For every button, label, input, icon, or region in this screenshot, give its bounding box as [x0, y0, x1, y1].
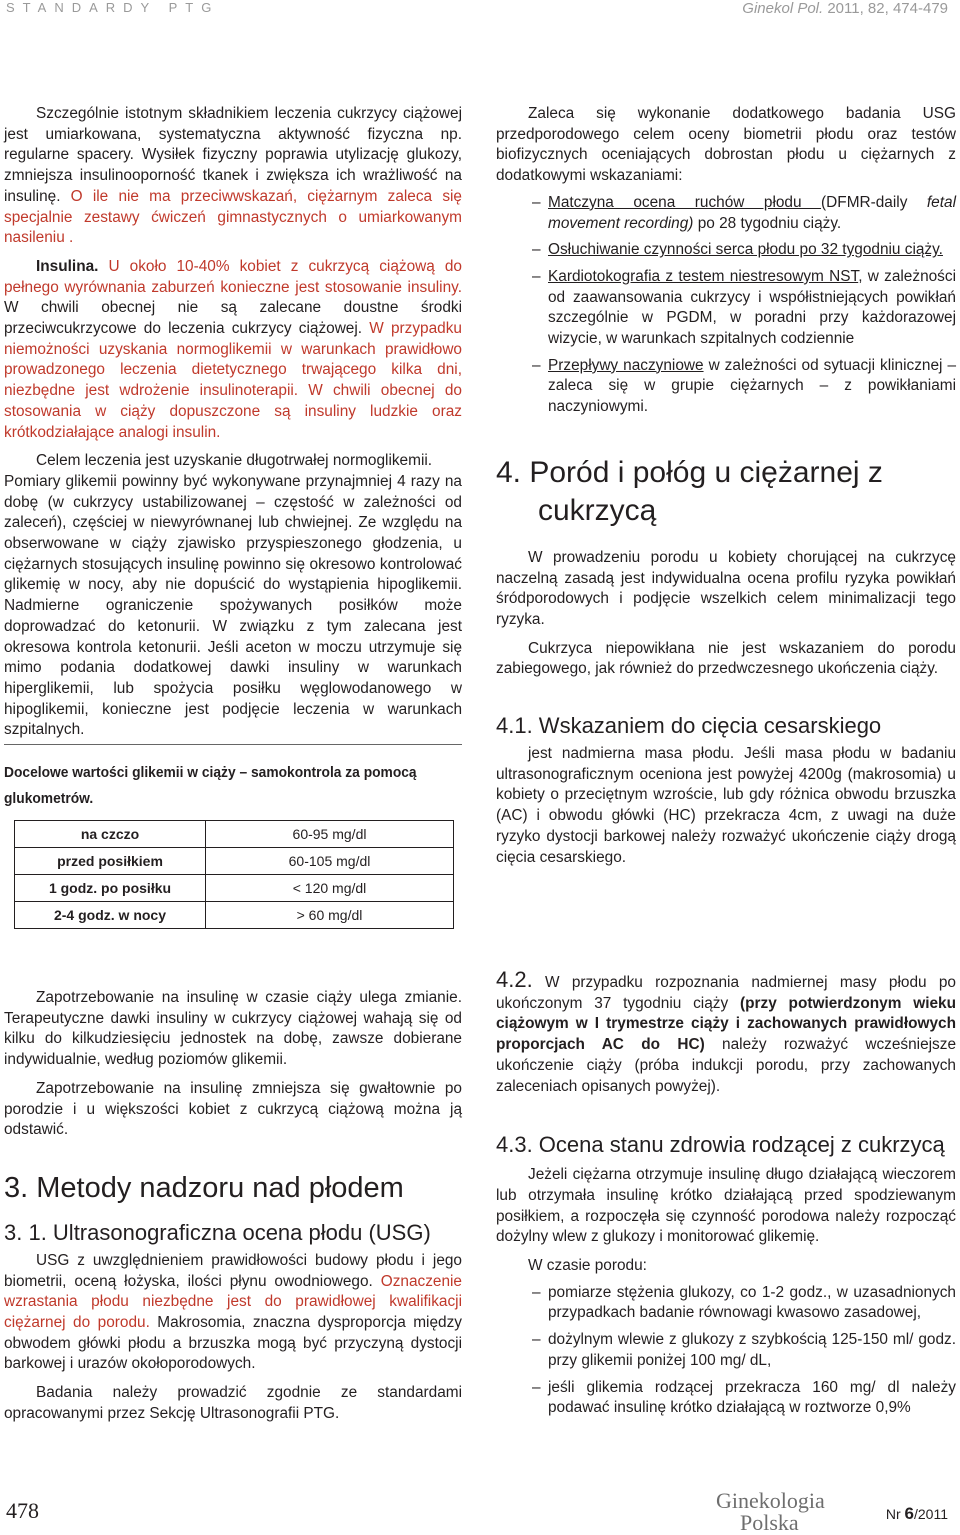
indications-list — [496, 193, 956, 418]
paragraph-glycemia-measurement: Pomiary glikemii powinny być wykonywane przynajmniej 4 razy na dobę (w cukrzycy ustabilizowanej – częstość w zależności od zaleceń), częściej w niewyrównanej lub chwiejnej. Ze względu na obserwowane w ciąży zjawisko przyspieszonego głodzenia, u ciężarnych stosujących insulinę powinno się okresowo kontrolować glikemię w nocy, aby nie dopuścić do wystąpienia hipoglikemii. Nadmierne ograniczenie spożywanych posiłków może doprowadzać do ketonurii. W związku z tym zalecana jest okresowa kontrola ketonurii. Jeśli aceton w moczu utrzymuje się mimo podania dodatkowej dawki insuliny w warunkach hiperglikemii, lub spożycia posiłku węglowodanowego w hipoglikemii, konieczne jest podjęcie leczenia w warunkach szpitalnych. — [4, 472, 462, 739]
labor-procedures-list — [496, 1283, 956, 1419]
journal-name: Ginekol Pol. — [742, 0, 824, 17]
paragraph-additional-usg: Zaleca się wykonanie dodatkowego badania USG przedporodowego celem oceny biometrii płodu oraz testów biofizycznych oceniających dobrostan płodu u ciężarnych z dodatkowymi wskazaniami: — [496, 105, 956, 185]
page-number: 478 — [6, 1498, 39, 1523]
paragraph-treatment-goal: Celem leczenia jest uzyskanie długotrwałej normoglikemii. — [36, 452, 433, 470]
table-cell-value: 60-95 mg/dl — [206, 821, 454, 848]
journal-logo — [716, 1490, 825, 1534]
table-cell-label: 2-4 godz. w nocy — [15, 902, 206, 929]
glycemia-target-table — [14, 820, 454, 929]
section-3-heading: 3. Metody nadzoru nad płodem — [4, 1171, 404, 1204]
table-cell-label: przed posiłkiem — [15, 848, 206, 875]
table-cell-value: > 60 mg/dl — [206, 902, 454, 929]
table-cell-label: na czczo — [15, 821, 206, 848]
table-row — [15, 875, 454, 902]
left-column-top — [4, 104, 462, 741]
paragraph-usg: USG z uwzględnieniem prawidłowości budowy płodu i jego biometrii, oceną łożyska, ilości płynu owodniowego. Oznaczenie wzrastania płodu niezbędne jest do prawidłowej kwalifikacji ciężarnej do porodu. Makrosomia, znaczna dysproporcja między obwodem główki płodu a brzuszka mogą być przyczyną dystocji barkowej i urazów okołoporodowych. — [4, 1251, 462, 1373]
table-row — [15, 848, 454, 875]
list-item: – Matczyna ocena ruchów płodu (DFMR-daily fetal movement recording) po 28 tygodniu ciąży. — [496, 193, 956, 234]
list-item: – Przepływy naczyniowe w zależności od sytuacji klinicznej – zaleca się w grupie ciężarnych – z powikłaniami naczyniowymi. — [496, 356, 956, 418]
insulin-heading: Insulina. — [36, 257, 99, 275]
paragraph-physical-activity: Szczególnie istotnym składnikiem leczenia cukrzycy ciążowej jest umiarkowana, systematyczna aktywność fizyczna np. regularne spacery. Wysiłek fizyczny poprawia utylizację glukozy, zmniejsza insulinooporność tkanek i zwiększa ich wrażliwość na insulinę. O ile nie ma przeciwwskazań, ciężarnym zaleca się specjalnie zestawy ćwiczeń gimnastycznych o umiarkowanym nasileniu . — [4, 105, 462, 247]
table-cell-value: 60-105 mg/dl — [206, 848, 454, 875]
section-4-heading: 4. Poród i połóg u ciężarnej z cukrzycą — [496, 455, 883, 527]
logo-line-2: Polska — [740, 1510, 799, 1535]
right-column-top — [496, 104, 956, 868]
running-header-section: STANDARDY PTG — [6, 0, 220, 15]
paragraph-insulin-demand: Zapotrzebowanie na insulinę w czasie ciąży ulega zmianie. Terapeutyczne dawki insuliny w cukrzycy ciążowej wahają się od kilku do kilkudziesięciu jednostek na dobę, zawsze dobierane indywidualnie, według poziomów glikemii. — [4, 989, 462, 1069]
paragraph-uncomplicated-diabetes: Cukrzyca niepowikłana nie jest wskazaniem do porodu zabiegowego, jak również do przedwczesnego ukończenia ciąży. — [496, 639, 956, 678]
running-header-citation — [742, 0, 948, 17]
table-cell-value: < 120 mg/dl — [206, 875, 454, 902]
glycemia-table-title: Docelowe wartości glikemii w ciąży – samokontrola za pomocą glukometrów. — [4, 764, 417, 807]
left-column-bottom — [4, 988, 462, 1425]
citation-details: 2011, 82, 474-479 — [823, 0, 948, 17]
section-4-1-heading: 4.1. Wskazaniem do cięcia cesarskiego — [496, 713, 882, 739]
list-item: – pomiarze stężenia glukozy, co 1-2 godz., w uzasadnionych przypadkach badanie równowagi kwasowo zasadowej, — [496, 1283, 956, 1324]
list-item: – Osłuchiwanie czynności serca płodu po 32 tygodniu ciąży. — [496, 240, 956, 261]
list-item: – dożylnym wlewie z glukozy z szybkością 125-150 ml/ godz. przy glikemii poniżej 100 mg/ dL, — [496, 1330, 956, 1371]
table-cell-label: 1 godz. po posiłku — [15, 875, 206, 902]
list-item: – jeśli glikemia rodzącej przekracza 160 mg/ dl należy podawać insulinę krótko działającą w roztworze 0,9% — [496, 1378, 956, 1419]
section-4-3-heading: 4.3. Ocena stanu zdrowia rodzącej z cukrzycą — [496, 1132, 945, 1158]
section-4-2-number: 4.2. — [496, 967, 533, 992]
section-3-1-heading: 3. 1. Ultrasonograficzna ocena płodu (USG) — [4, 1219, 431, 1245]
paragraph-insulin-in-labor: Jeżeli ciężarna otrzymuje insulinę długo działającą wieczorem lub otrzymała insulinę krótko działającą przed spodziewanym posiłkiem, a rozpoczęła się czynność porodowa należy rozpocząć dożylny wlew z glukozy i monitorować glikemię. — [496, 1166, 956, 1246]
table-row — [15, 821, 454, 848]
paragraph-cesarean-indication: jest nadmierna masa płodu. Jeśli masa płodu w badaniu ultrasonograficznym oceniona jest powyżej 4200g (makrosomia) u kobiety o przeciętnym wzroście, lub gdy różnica obwodu brzuszka (AC) i obwodu główki (HC) przekracza 4cm, z uwagi na duże ryzyko dystocji barkowej należy rozważyć ukończenie ciąży drogą cięcia cesarskiego. — [496, 745, 956, 866]
paragraph-4-2: 4.2. W przypadku rozpoznania nadmiernej masy płodu po ukończonym 37 tygodniu ciąży (przy potwierdzonym wieku ciążowym w I trymestrze ciąży i zachowanych prawidłowych proporcjach AC do HC) należy rozważyć wcześniejsze ukończenie ciąży (próba indukcji porodu, przy zachowanych zaleceniach opisanych powyżej). — [496, 967, 956, 1095]
right-column-bottom — [496, 967, 956, 1425]
list-item: – Kardiotokografia z testem niestresowym NST, w zależności od zaawansowania cukrzycy i współistniejących powikłań szczególnie w PGDM, w poradni przy każdorazowej wizycie, w warunkach szpitalnych codziennie — [496, 267, 956, 350]
box-top-rule — [4, 744, 462, 745]
paragraph-insulin-postpartum: Zapotrzebowanie na insulinę zmniejsza się gwałtownie po porodzie i u większości kobiet z cukrzycą ciążową można ją odstawić. — [4, 1079, 462, 1139]
paragraph-during-labor: W czasie porodu: — [528, 1257, 647, 1275]
paragraph-usg-standards: Badania należy prowadzić zgodnie ze standardami opracowanymi przez Sekcję Ultrasonografii PTG. — [4, 1384, 462, 1422]
issue-number: Nr 6/2011 — [885, 1504, 948, 1523]
paragraph-delivery-principle: W prowadzeniu porodu u kobiety chorującej na cukrzycę naczelną zasadą jest indywidualna ocena profilu ryzyka powikłań śródporodowych i podjęcie wszelkich celem minimalizacji tego ryzyka. — [496, 548, 956, 628]
table-row — [15, 902, 454, 929]
paragraph-insulin: Insulina. U około 10-40% kobiet z cukrzycą ciążową do pełnego wyrównania zaburzeń konieczne jest stosowanie insuliny. W chwili obecnej nie są zalecane doustne środki przeciwcukrzycowe do leczenia cukrzycy ciążowej. W przypadku niemożności uzyskania normoglikemii w warunkach prawidłowo prowadzonego leczenia dietetycznego trwającego kilka dni, niezbędne jest wdrożenie insulinoterapii. W chwili obecnej do stosowania w ciąży dopuszczone są insuliny ludzkie oraz krótkodziałające analogi insulin. — [4, 257, 462, 441]
logo-line-1: Ginekologia — [716, 1488, 825, 1513]
